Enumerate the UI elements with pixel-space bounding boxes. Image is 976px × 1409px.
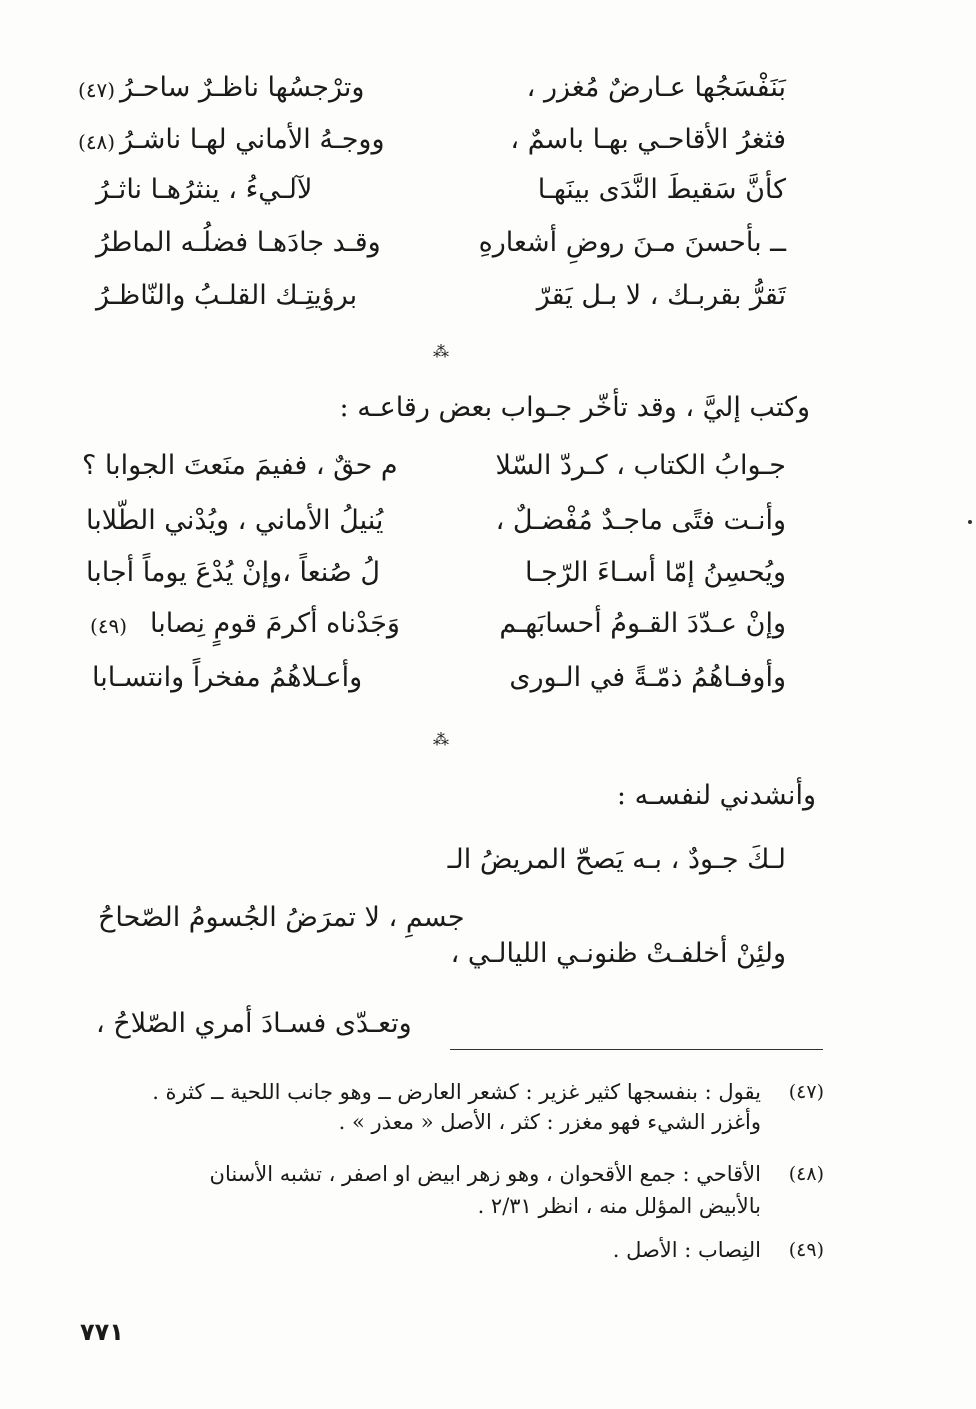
- footnote-ref-47: (٤٧): [78, 78, 116, 102]
- poem1-row4-right: ــ بأحسنَ مـنَ روضِ أشعارهِ: [478, 227, 786, 258]
- poem3-line4: وتعـدّى فسـادَ أمري الصّلاحُ ،: [96, 1008, 412, 1039]
- margin-speck: [968, 520, 972, 524]
- footnote-49-line1: النِصاب : الأصل .: [612, 1238, 761, 1262]
- poem2-row3-left: لُ صُنعاً ،وإنْ يُدْعَ يوماً أجابا: [86, 557, 381, 588]
- footnote-47-line1: يقول : بنفسجها كثير غزير : كشعر العارض ــ وهو جانب اللحية ــ كثرة .: [152, 1080, 761, 1104]
- poem2-row4-left: وَجَدْناه أكرمَ قومٍ نِصابا: [150, 608, 400, 639]
- poem2-row2-right: وأنـت فتًى ماجـدٌ مُفْضـلٌ ،: [495, 505, 786, 536]
- poem1-row4-left: وقـد جادَهـا فضلُـه الماطرُ: [96, 227, 381, 258]
- intro-paragraph-3: وأنشدني لنفسـه :: [616, 780, 816, 811]
- footnote-number: (٤٨): [788, 1163, 824, 1185]
- poem2-row4-right: وإنْ عـدّدَ القـومُ أحسابَهـم: [499, 608, 786, 639]
- poem1-row2-left: ووجـهُ الأماني لهـا ناشـرُ: [120, 124, 385, 155]
- poem3-line1: لـكَ جـودٌ ، بـه يَصحّ المريضُ الـ: [447, 844, 786, 875]
- footnote-ref-49: (٤٩): [90, 614, 128, 638]
- poem1-row3-left: لآلـيءُ ، ينثرُهـا ناثـرُ: [96, 174, 313, 205]
- footnote-number: (٤٧): [788, 1081, 824, 1103]
- poem2-row3-right: ويُحسِنُ إمّا أسـاءَ الرّجـا: [525, 557, 786, 588]
- poem1-row2-right: فثغرُ الأقاحـي بهـا باسمٌ ،: [510, 124, 786, 155]
- poem2-row5-left: وأعـلاهُمُ مفخراً وانتسـابا: [92, 662, 363, 693]
- poem2-row2-left: يُنيلُ الأماني ، ويُدْني الطّلابا: [86, 505, 384, 536]
- section-divider-stars: ⁂: [433, 730, 447, 749]
- poem1-row3-right: كأنَّ سَقيطَ النَّدَى بينَهـا: [537, 174, 786, 205]
- poem2-row1-right: جـوابُ الكتاب ، كـردّ السّلا: [495, 450, 786, 481]
- poem3-line3: ولئِنْ أخلفـتْ ظنونـي الليالـي ،: [450, 938, 786, 969]
- footnote-number: (٤٩): [788, 1239, 824, 1261]
- footnote-separator: [450, 1049, 823, 1050]
- poem2-row5-right: وأوفـاهُمُ ذمّـةً في الـورى: [509, 662, 786, 693]
- footnote-48-line2: بالأبيض المؤلل منه ، انظر ٢/٣١ .: [477, 1194, 761, 1218]
- poem1-row1-right: بَنَفْسَجُها عـارضٌ مُغزر ،: [526, 72, 786, 103]
- footnote-48-line1: الأقاحي : جمع الأقحوان ، وهو زهر ابيض او اصفر ، تشبه الأسنان: [209, 1162, 761, 1186]
- footnote-ref-48: (٤٨): [78, 130, 116, 154]
- section-divider-stars: ⁂: [433, 342, 447, 361]
- intro-paragraph-2: وكتب إليَّ ، وقد تأخّر جـواب بعض رقاعـه :: [339, 392, 810, 423]
- footnote-47-line2: وأغزر الشيء فهو مغزر : كثر ، الأصل « معذر » .: [338, 1110, 761, 1134]
- poem2-row1-left: م حقٌ ، ففيمَ منَعتَ الجوابا ؟: [82, 450, 398, 481]
- page-number: ٧٧١: [80, 1318, 124, 1346]
- poem3-line2: جسمِ ، لا تمرَضُ الجُسومُ الصّحاحُ: [98, 902, 465, 933]
- poem1-row5-left: برؤيتِـك القلـبُ والنّاظـرُ: [96, 280, 358, 311]
- poem1-row1-left: وترْجسُها ناظـرٌ ساحـرُ: [120, 72, 365, 103]
- poem1-row5-right: تَقرُّ بقربـك ، لا بـل يَقرّ: [536, 280, 786, 311]
